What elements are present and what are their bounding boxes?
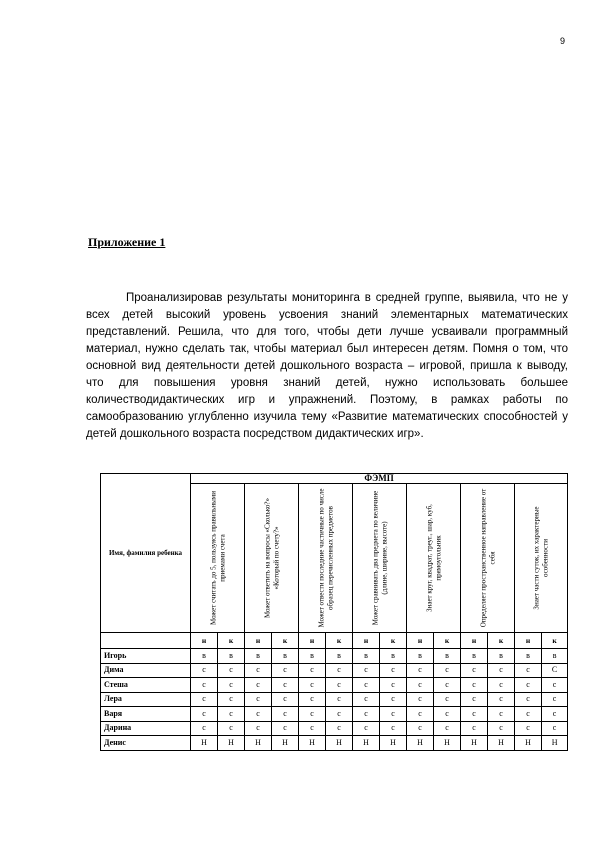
level-mark: с [515, 721, 542, 736]
level-mark: в [515, 649, 542, 664]
monitoring-paragraph: Проанализировав результаты мониторинга в средней группе, выявила, что не у всех детей высокий уровень усвоения знаний элементарных математических представлений. Решила, что для того, чтобы дети лучше усваивали программный материал, нужно сделать так, чтобы материал был интересен детям. Помня о том, что основной вид деятельности детей дошкольного возраста – игровой, пришла к выводу, что для повышения уровня знаний детей, нужно использовать большее количестводидактических игр и упражнений. Поэтому, в рамках работы по самообразованию углубленно изучила тему «Развитие математических способностей у детей дошкольного возраста посредством дидактических игр». [86, 292, 568, 440]
period-start: н [299, 633, 326, 649]
level-mark: с [407, 721, 434, 736]
level-mark: с [434, 678, 461, 693]
level-mark: в [326, 649, 353, 664]
period-start: н [461, 633, 488, 649]
level-mark: с [461, 707, 488, 722]
level-mark: с [380, 692, 407, 707]
skill-label: Может отвести последние частичные по числе образец перечисленных предметов [317, 488, 334, 628]
level-mark: Н [380, 736, 407, 751]
level-mark: с [488, 678, 515, 693]
body-text [86, 290, 568, 443]
level-mark: Н [272, 736, 299, 751]
level-mark: с [353, 692, 380, 707]
level-mark: в [299, 649, 326, 664]
level-mark: с [407, 678, 434, 693]
child-name-header: Имя, фамилия ребенка [101, 474, 191, 633]
period-end: к [326, 633, 353, 649]
period-row [101, 633, 568, 649]
level-mark: с [299, 663, 326, 678]
level-mark: с [515, 707, 542, 722]
level-mark: с [542, 692, 568, 707]
level-mark: в [191, 649, 218, 664]
level-mark: с [434, 721, 461, 736]
data-rows [101, 649, 568, 751]
child-name: Дима [101, 663, 191, 678]
level-mark: с [272, 663, 299, 678]
level-mark: в [407, 649, 434, 664]
level-mark: в [488, 649, 515, 664]
skill-header [245, 484, 299, 633]
level-mark: с [461, 692, 488, 707]
level-mark: с [326, 692, 353, 707]
level-mark: с [488, 721, 515, 736]
level-mark: с [515, 663, 542, 678]
level-mark: с [515, 678, 542, 693]
period-end: к [380, 633, 407, 649]
header-row [101, 474, 568, 484]
period-end: к [542, 633, 568, 649]
level-mark: с [380, 707, 407, 722]
level-mark: Н [488, 736, 515, 751]
level-mark: Н [461, 736, 488, 751]
level-mark: с [326, 663, 353, 678]
level-mark: Н [245, 736, 272, 751]
level-mark: в [380, 649, 407, 664]
period-start: н [191, 633, 218, 649]
period-start: н [407, 633, 434, 649]
level-mark: с [326, 678, 353, 693]
table-row [101, 707, 568, 722]
level-mark: с [461, 721, 488, 736]
level-mark: в [353, 649, 380, 664]
table-row [101, 721, 568, 736]
level-mark: с [542, 678, 568, 693]
level-mark: Н [434, 736, 461, 751]
level-mark: с [380, 721, 407, 736]
level-mark: с [245, 678, 272, 693]
level-mark: с [488, 663, 515, 678]
skill-label: Может считать до 5, пользуясь правильными приемами счета [209, 491, 226, 625]
level-mark: с [299, 678, 326, 693]
skill-header [299, 484, 353, 633]
level-mark: с [191, 707, 218, 722]
level-mark: С [542, 663, 568, 678]
level-mark: с [191, 721, 218, 736]
level-mark: Н [407, 736, 434, 751]
level-mark: с [353, 721, 380, 736]
level-mark: в [461, 649, 488, 664]
table-row [101, 649, 568, 664]
level-mark: в [542, 649, 568, 664]
level-mark: Н [299, 736, 326, 751]
level-mark: с [380, 663, 407, 678]
skill-header [461, 484, 515, 633]
level-mark: с [272, 678, 299, 693]
level-mark: Н [326, 736, 353, 751]
child-name: Стеша [101, 678, 191, 693]
level-mark: с [407, 707, 434, 722]
period-end: к [272, 633, 299, 649]
level-mark: в [245, 649, 272, 664]
level-mark: с [461, 678, 488, 693]
period-start: н [515, 633, 542, 649]
level-mark: с [434, 692, 461, 707]
level-mark: с [191, 678, 218, 693]
level-mark: с [272, 707, 299, 722]
level-mark: с [488, 692, 515, 707]
level-mark: с [299, 692, 326, 707]
level-mark: с [515, 692, 542, 707]
child-name: Варя [101, 707, 191, 722]
table-row [101, 692, 568, 707]
skill-label: Знает круг, квадрат, треуг., шар, куб, прямоугольник [425, 504, 442, 612]
level-mark: с [353, 663, 380, 678]
level-mark: Н [353, 736, 380, 751]
table-row [101, 678, 568, 693]
skill-header [353, 484, 407, 633]
level-mark: с [299, 707, 326, 722]
child-name: Дарина [101, 721, 191, 736]
level-mark: в [272, 649, 299, 664]
level-mark: с [353, 707, 380, 722]
empty-cell [101, 633, 191, 649]
child-name: Денис [101, 736, 191, 751]
level-mark: с [245, 707, 272, 722]
period-end: к [434, 633, 461, 649]
period-end: к [218, 633, 245, 649]
period-start: н [245, 633, 272, 649]
level-mark: с [245, 721, 272, 736]
period-start: н [353, 633, 380, 649]
level-mark: с [218, 663, 245, 678]
skill-label: Может ответить на вопросы «Сколько?» «Который по счету?» [263, 498, 280, 618]
group-header: ФЭМП [191, 474, 568, 484]
skill-header [407, 484, 461, 633]
level-mark: в [434, 649, 461, 664]
level-mark: с [272, 692, 299, 707]
level-mark: с [245, 692, 272, 707]
level-mark: с [272, 721, 299, 736]
level-mark: с [299, 721, 326, 736]
child-name: Лера [101, 692, 191, 707]
skill-header [515, 484, 568, 633]
level-mark: Н [218, 736, 245, 751]
level-mark: с [191, 692, 218, 707]
level-mark: Н [191, 736, 218, 751]
level-mark: Н [542, 736, 568, 751]
skill-header [191, 484, 245, 633]
level-mark: с [326, 707, 353, 722]
level-mark: с [191, 663, 218, 678]
child-name: Игорь [101, 649, 191, 664]
table-row [101, 736, 568, 751]
level-mark: с [488, 707, 515, 722]
page-number: 9 [559, 36, 565, 46]
level-mark: в [218, 649, 245, 664]
level-mark: с [434, 663, 461, 678]
level-mark: с [542, 707, 568, 722]
level-mark: Н [515, 736, 542, 751]
monitoring-table [100, 473, 568, 751]
level-mark: с [434, 707, 461, 722]
level-mark: с [461, 663, 488, 678]
level-mark: с [218, 721, 245, 736]
skill-label: Знает части суток, их характерные особенности [532, 506, 550, 610]
appendix-title: Приложение 1 [88, 235, 166, 249]
level-mark: с [326, 721, 353, 736]
level-mark: с [218, 678, 245, 693]
level-mark: с [542, 721, 568, 736]
period-end: к [488, 633, 515, 649]
skill-label: Может сравнивать два предмета по величине (длине, ширине, высоте) [371, 490, 388, 626]
level-mark: с [353, 678, 380, 693]
table-row [101, 663, 568, 678]
level-mark: с [380, 678, 407, 693]
level-mark: с [218, 692, 245, 707]
level-mark: с [245, 663, 272, 678]
level-mark: с [407, 663, 434, 678]
level-mark: с [218, 707, 245, 722]
skill-label: Определяет пространственное направление от себя [479, 488, 496, 628]
level-mark: с [407, 692, 434, 707]
